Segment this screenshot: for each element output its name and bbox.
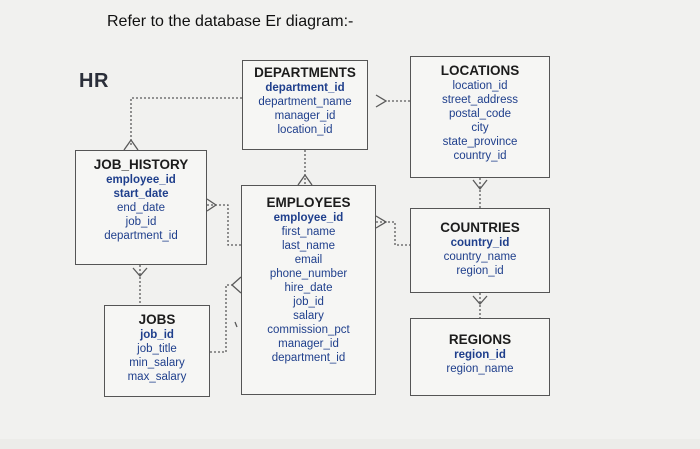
attr-city: city: [471, 122, 489, 134]
attr-end-date: end_date: [117, 202, 165, 214]
attr-region-name: region_name: [446, 363, 514, 375]
attr-hire-date: hire_date: [284, 282, 333, 294]
entity-title: LOCATIONS: [440, 63, 520, 78]
attr-manager-id: manager_id: [274, 110, 336, 122]
attr-street-address: street_address: [441, 94, 519, 106]
crowfoot-employees-left: [232, 277, 241, 293]
attr-first-name: first_name: [281, 226, 336, 238]
attr-max-salary: max_salary: [127, 371, 187, 383]
attr-department-id: department_id: [271, 352, 346, 364]
attr-start-date: start_date: [113, 188, 169, 200]
link-jobhistory-employees: [207, 205, 241, 245]
entity-regions: [410, 318, 550, 396]
attr-salary: salary: [293, 310, 324, 322]
entity-departments: [242, 60, 368, 150]
entity-title: COUNTRIES: [440, 220, 520, 235]
entity-countries: [410, 208, 550, 293]
link-hr-departments: [131, 98, 242, 145]
link-jobs-employees: [210, 285, 232, 352]
attr-country-id: country_id: [453, 150, 507, 162]
attr-manager-id: manager_id: [278, 338, 339, 350]
attr-employee-id: employee_id: [273, 212, 344, 224]
attr-phone-number: phone_number: [269, 268, 348, 280]
entity-title: REGIONS: [448, 332, 512, 347]
attr-country-id: country_id: [450, 237, 510, 249]
attr-department-id: department_id: [104, 230, 178, 242]
entity-title: JOB_HISTORY: [93, 157, 189, 172]
entity-title: EMPLOYEES: [266, 195, 351, 210]
attr-job-id: job_id: [293, 296, 324, 308]
attr-job-id: job_id: [125, 216, 157, 228]
cropped-text-strip: [0, 439, 700, 449]
attr-last-name: last_name: [281, 240, 336, 252]
attr-region-id: region_id: [456, 265, 504, 277]
attr-location-id: location_id: [277, 124, 333, 136]
attr-postal-code: postal_code: [448, 108, 512, 120]
attr-state-province: state_province: [442, 136, 518, 148]
attr-location-id: location_id: [452, 80, 508, 92]
attr-department-name: department_name: [258, 96, 352, 108]
entity-job-history: [75, 150, 207, 265]
attr-email: email: [294, 254, 323, 266]
entity-employees: [241, 185, 376, 395]
attr-employee-id: employee_id: [106, 174, 176, 186]
attr-region-id: region_id: [454, 349, 506, 361]
tick-mark: [235, 322, 237, 327]
attr-job-title: job_title: [137, 343, 177, 355]
attr-job-id: job_id: [140, 329, 174, 341]
attr-min-salary: min_salary: [129, 357, 185, 369]
attr-country-name: country_name: [443, 251, 517, 263]
attr-commission-pct: commission_pct: [267, 324, 350, 336]
crowfoot-departments-right: [376, 95, 386, 107]
schema-label: HR: [79, 70, 109, 92]
attr-department-id: department_id: [265, 82, 345, 94]
diagram-heading: Refer to the database Er diagram:-: [107, 13, 354, 30]
entity-title: JOBS: [138, 312, 176, 327]
entity-title: DEPARTMENTS: [254, 65, 356, 80]
entity-jobs: [104, 305, 210, 397]
entity-locations: [410, 56, 550, 178]
